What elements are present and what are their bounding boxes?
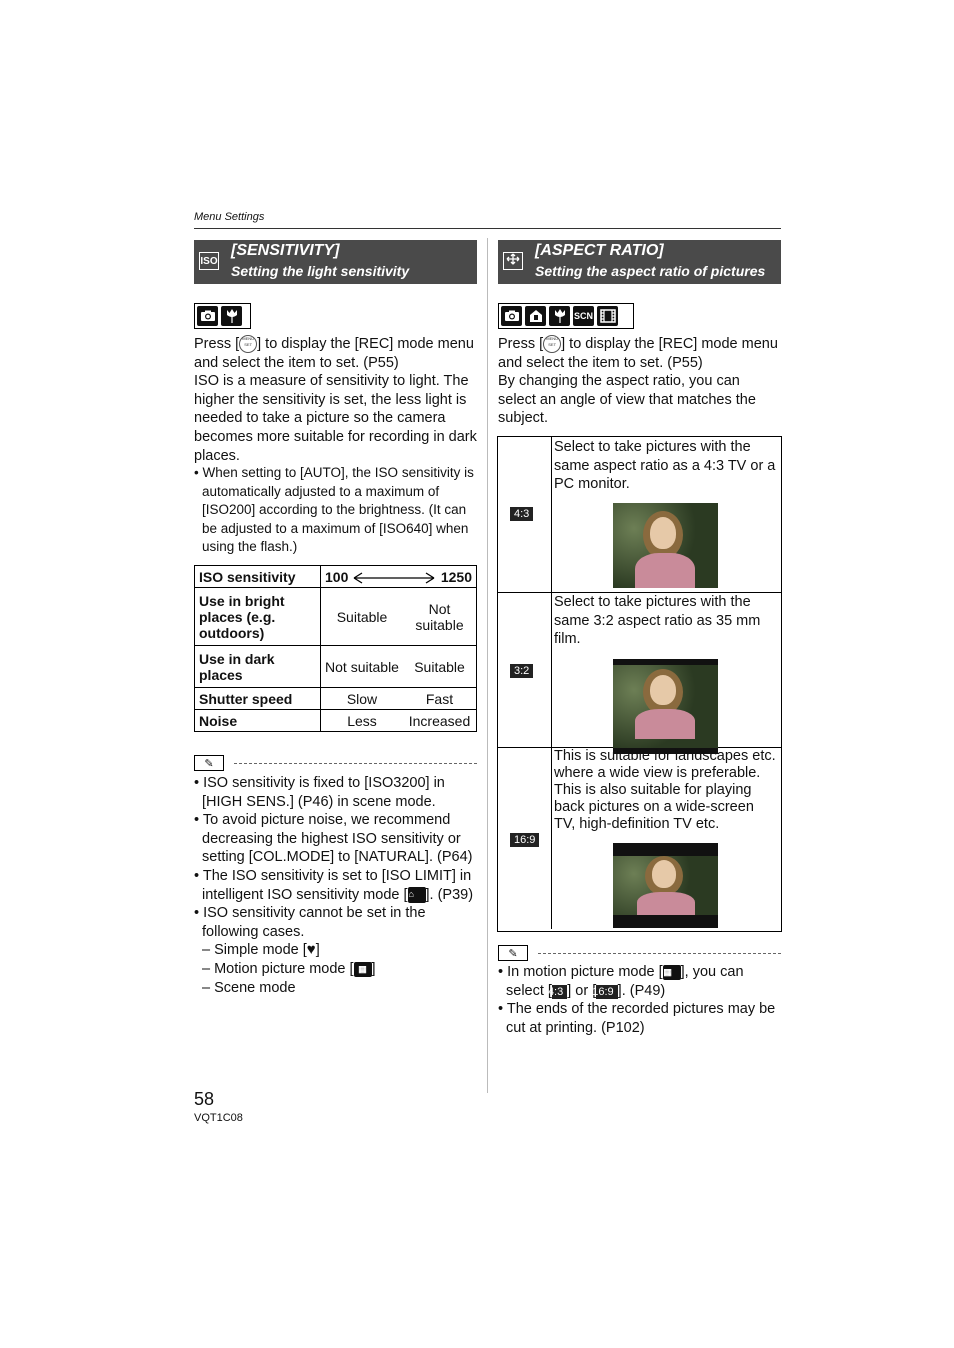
aspect-text-3-2: Select to take pictures with the same 3:2 aspect ratio as 35 mm film. xyxy=(554,594,761,648)
document-code: VQT1C08 xyxy=(194,1112,243,1124)
ratio-4-3-badge: 4:3 xyxy=(510,507,533,521)
heart-icon: ♥ xyxy=(306,941,316,959)
table-row-label: Noise xyxy=(195,710,321,732)
camera-icon xyxy=(501,306,522,326)
tulip-icon xyxy=(549,306,570,326)
note-item: • In motion picture mode [▦ ], you can select [4:3 ] or [16:9 ]. (P49) xyxy=(498,964,744,999)
tulip-icon xyxy=(221,306,242,326)
aspect-ratio-title: [ASPECT RATIO] xyxy=(535,242,664,259)
iso-header-label: ISO sensitivity xyxy=(195,566,321,588)
sensitivity-notes xyxy=(194,774,479,997)
note-item: • To avoid picture noise, we recommend decreasing the highest ISO sensitivity or setting [COL.MODE] to [NATURAL]. (P64) xyxy=(194,812,473,866)
table-cell: Less xyxy=(321,710,404,732)
sample-photo-16-9 xyxy=(613,843,718,928)
aspect-text-4-3: Select to take pictures with the same aspect ratio as a 4:3 TV or a PC monitor. xyxy=(554,439,776,493)
sensitivity-intro: Press [ MENU SET ] to display the [REC] mode menu and select the item to set. (P55) ISO is a measure of sensitivity to light. The higher the sensitivity is set, the less light is needed to take a picture so the camera becomes more suitable for recording in dark places. xyxy=(194,335,479,465)
sample-photo-3-2 xyxy=(613,659,718,754)
film-icon xyxy=(597,306,618,326)
column-divider xyxy=(487,238,488,1093)
ratio-4-3-badge: 4:3 xyxy=(552,985,567,999)
scn-icon: SCN xyxy=(573,306,594,326)
sensitivity-body: ISO is a measure of sensitivity to light. The higher the sensitivity is set, the less light is needed to take a picture so the camera becomes more suitable for recording in dark places. xyxy=(194,373,477,464)
table-cell: Increased xyxy=(403,710,477,732)
note-item: • ISO sensitivity cannot be set in the following cases. xyxy=(194,905,426,940)
aspect-notes xyxy=(498,963,781,1037)
aspect-intro: Press [ MENU SET ] to display the [REC] mode menu and select the item to set. (P55) By changing the aspect ratio, you can select an angle of view that matches the subject. xyxy=(498,335,781,428)
table-row-label: Use in dark places xyxy=(195,646,321,688)
table-cell: Not suitable xyxy=(403,588,477,646)
sensitivity-bullet: • When setting to [AUTO], the ISO sensitivity is automatically adjusted to a maximum of [ISO200] according to the brightness. (It can be adjusted to a maximum of [ISO640] when using the flash.) xyxy=(194,465,474,555)
sensitivity-title: [SENSITIVITY] xyxy=(231,242,340,259)
table-row-label: Use in bright places (e.g. outdoors) xyxy=(195,588,321,646)
iso-range-header: 100 1250 xyxy=(321,566,477,588)
header-rule xyxy=(194,228,781,229)
menu-set-button-icon: MENU SET xyxy=(239,335,257,353)
aspect-body: By changing the aspect ratio, you can select an angle of view that matches the subject. xyxy=(498,373,756,427)
aspect-row-4-3 xyxy=(498,437,781,593)
aspect-ratio-subtitle: Setting the aspect ratio of pictures xyxy=(535,263,766,279)
note-divider xyxy=(538,953,781,954)
menu-set-button-icon: MENU SET xyxy=(543,335,561,353)
sensitivity-banner xyxy=(194,240,477,284)
intelligent-iso-icon: ⌂ xyxy=(408,887,426,903)
aspect-ratio-table xyxy=(497,436,782,932)
aspect-ratio-banner xyxy=(498,240,781,284)
iso-icon: ISO xyxy=(199,252,219,270)
iso-table xyxy=(194,565,477,732)
note-subitem: – Simple mode [♥] xyxy=(202,941,320,959)
sensitivity-mode-icons xyxy=(194,303,251,329)
table-cell: Suitable xyxy=(321,588,404,646)
ratio-16-9-badge: 16:9 xyxy=(510,833,539,847)
aspect-text-16-9: This is suitable for landscapes etc. where a wide view is preferable. This is also suitable for playing back pictures on a wide-screen TV, high-definition TV etc. xyxy=(554,748,776,832)
note-icon: ✎ xyxy=(194,755,224,771)
table-row-label: Shutter speed xyxy=(195,688,321,710)
double-arrow-icon xyxy=(353,572,435,584)
table-cell: Suitable xyxy=(403,646,477,688)
note-subitem: – Scene mode xyxy=(202,979,296,996)
note-item: • The ISO sensitivity is set to [ISO LIMIT] in intelligent ISO sensitivity mode [⌂ ]. (P39) xyxy=(194,867,474,903)
ratio-3-2-badge: 3:2 xyxy=(510,664,533,678)
sensitivity-subtitle: Setting the light sensitivity xyxy=(231,263,410,279)
page-number: 58 xyxy=(194,1089,215,1109)
aspect-row-16-9 xyxy=(498,747,781,929)
note-icon: ✎ xyxy=(498,945,528,961)
note-subitem: – Motion picture mode [ ▦ ] xyxy=(202,960,376,977)
aspect-ratio-icon xyxy=(503,252,523,270)
film-icon: ▦ xyxy=(354,962,372,977)
note-item: • ISO sensitivity is fixed to [ISO3200] in [HIGH SENS.] (P46) in scene mode. xyxy=(194,775,445,810)
film-icon: ▦ xyxy=(663,965,681,980)
sample-photo-4-3 xyxy=(613,503,718,588)
aspect-mode-icons xyxy=(498,303,634,329)
table-cell: Slow xyxy=(321,688,404,710)
table-cell: Not suitable xyxy=(321,646,404,688)
note-divider xyxy=(234,763,477,764)
aspect-row-3-2 xyxy=(498,592,781,748)
table-cell: Fast xyxy=(403,688,477,710)
note-item: • The ends of the recorded pictures may be cut at printing. (P102) xyxy=(498,1001,776,1036)
camera-icon xyxy=(197,306,218,326)
section-label: Menu Settings xyxy=(194,211,265,223)
ratio-16-9-badge: 16:9 xyxy=(596,985,617,999)
intelligent-iso-icon xyxy=(525,306,546,326)
